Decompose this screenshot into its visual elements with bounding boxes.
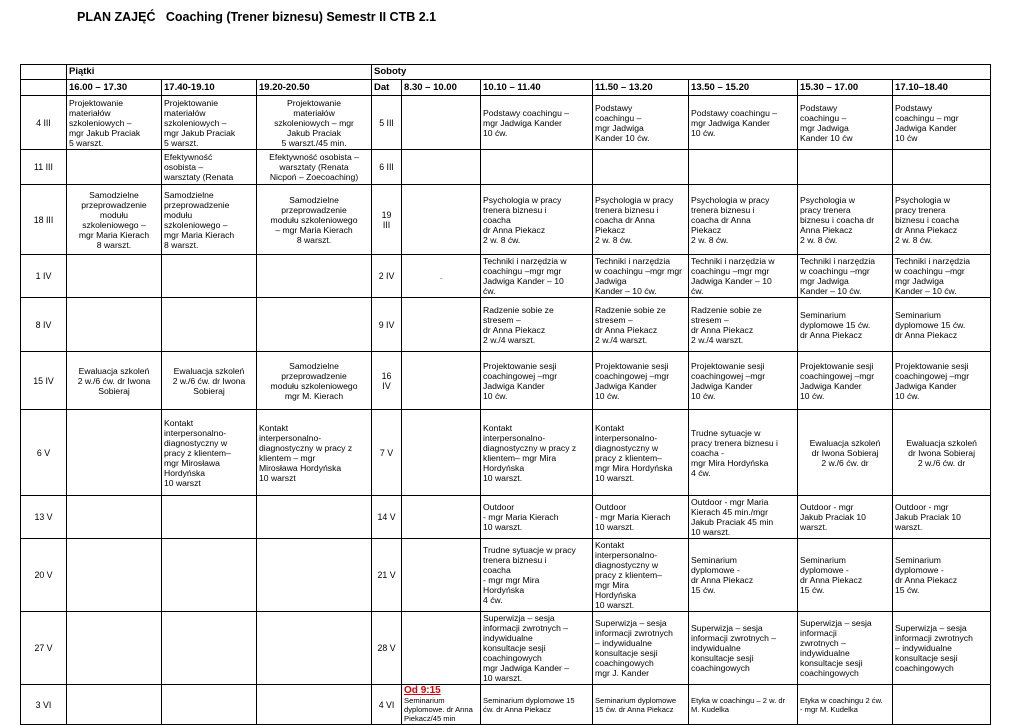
saturday-class-cell: Superwizja – sesja informacji zwrotnych – indywidualne konsultacje sesji coachingowych (798, 612, 893, 685)
saturday-class-cell (893, 685, 991, 725)
friday-class-cell (257, 612, 372, 685)
saturday-class-cell: Outdoor - mgr Jakub Praciak 10 warszt. (798, 496, 893, 539)
friday-date-cell: 13 V (21, 496, 67, 539)
friday-class-cell (67, 539, 162, 612)
friday-class-cell: Samodzielne przeprowadzenie modułu szkoleniowego – mgr Maria Kierach 8 warszt. (257, 185, 372, 255)
saturday-class-cell: Superwizja – sesja informacji zwrotnych – indywidualne konsultacje sesji coachingowych (893, 612, 991, 685)
saturday-class-cell: Podstawy coachingu – mgr Jadwiga Kander 10 ćw. (593, 96, 689, 150)
friday-date-cell: 8 IV (21, 298, 67, 352)
saturday-section-label: Soboty (372, 65, 991, 80)
saturday-class-cell: Podstawy coachingu – mgr Jadwiga Kander 10 ćw (893, 96, 991, 150)
friday-class-cell (257, 298, 372, 352)
saturday-date-cell: 16 IV (372, 352, 402, 410)
saturday-class-cell (402, 150, 481, 185)
friday-class-cell: Kontakt interpersonalno- diagnostyczny w pracy z klientem– mgr Mirosława Hordyńska 10 warszt (162, 410, 257, 496)
friday-class-cell: Projektowanie materiałów szkoleniowych – mgr Jakub Praciak 5 warszt. (67, 96, 162, 150)
saturday-class-cell (402, 410, 481, 496)
saturday-class-cell: Radzenie sobie ze stresem – dr Anna Piekacz 2 w./4 warszt. (481, 298, 593, 352)
saturday-class-cell: Projektowanie sesji coachingowej –mgr Jadwiga Kander 10 ćw. (893, 352, 991, 410)
saturday-class-cell (402, 185, 481, 255)
saturday-class-cell: Psychologia w pracy trenera biznesu i coacha dr Anna Piekacz 2 w. 8 ćw. (481, 185, 593, 255)
saturday-class-cell: Seminarium dyplomowe 15 ćw. dr Anna Piekacz (593, 685, 689, 725)
saturday-class-cell: Etyka w coachingu 2 ćw. - mgr M. Kudelka (798, 685, 893, 725)
friday-class-cell (257, 539, 372, 612)
saturday-class-cell: . (402, 255, 481, 298)
friday-class-cell: Projektowanie materiałów szkoleniowych – mgr Jakub Praciak 5 warszt. (162, 96, 257, 150)
saturday-class-cell: Projektowanie sesji coachingowej –mgr Jadwiga Kander 10 ćw. (593, 352, 689, 410)
schedule-row (21, 255, 991, 298)
saturday-class-cell: Kontakt interpersonalno- diagnostyczny w pracy z klientem– mgr Mira Hordyńska 10 warszt. (593, 410, 689, 496)
saturday-class-cell: Outdoor - mgr Maria Kierach 10 warszt. (481, 496, 593, 539)
saturday-class-cell (402, 352, 481, 410)
schedule-row (21, 685, 991, 725)
saturday-date-cell: 28 V (372, 612, 402, 685)
saturday-class-cell: Radzenie sobie ze stresem – dr Anna Piekacz 2 w./4 warszt. (689, 298, 798, 352)
saturday-class-cell: Seminarium dyplomowe 15 ćw. dr Anna Piekacz (893, 298, 991, 352)
saturday-class-cell: Techniki i narzędzia w coachingu –mgr mgr Jadwiga Kander – 10 ćw. (798, 255, 893, 298)
saturday-class-cell (893, 150, 991, 185)
friday-class-cell (67, 612, 162, 685)
friday-class-cell (257, 496, 372, 539)
friday-date-cell: 11 III (21, 150, 67, 185)
saturday-class-cell: Podstawy coachingu – mgr Jadwiga Kander 10 ćw. (481, 96, 593, 150)
saturday-class-cell: Techniki i narzędzia w coachingu –mgr mgr Jadwiga Kander – 10 ćw. (893, 255, 991, 298)
schedule-table (20, 64, 991, 725)
friday-date-cell: 6 V (21, 410, 67, 496)
saturday-class-cell (402, 96, 481, 150)
saturday-class-cell (402, 298, 481, 352)
saturday-class-cell: Etyka w coachingu – 2 w. dr M. Kudelka (689, 685, 798, 725)
saturday-class-cell (402, 612, 481, 685)
saturday-class-cell: Psychologia w pracy trenera biznesu i coacha dr Anna Piekacz 2 w. 8 ćw. (593, 185, 689, 255)
schedule-row (21, 352, 991, 410)
saturday-date-cell: 14 V (372, 496, 402, 539)
saturday-class-cell (402, 685, 481, 725)
saturday-date-cell: 19 III (372, 185, 402, 255)
schedule-row (21, 185, 991, 255)
friday-class-cell: Projektowanie materiałów szkoleniowych – mgr Jakub Praciak 5 warszt./45 min. (257, 96, 372, 150)
saturday-date-cell: 21 V (372, 539, 402, 612)
page-title: PLAN ZAJĘĆ Coaching (Trener biznesu) Semestr II CTB 2.1 (77, 10, 437, 24)
schedule-row (21, 150, 991, 185)
saturday-class-cell: Psychologia w pracy trenera biznesu i coacha dr Anna Piekacz 2 w. 8 ćw. (893, 185, 991, 255)
saturday-class-cell: Psychologia w pracy trenera biznesu i coacha dr Anna Piekacz 2 w. 8 ćw. (798, 185, 893, 255)
saturday-class-cell: Podstawy coachingu – mgr Jadwiga Kander 10 ćw (798, 96, 893, 150)
saturday-class-cell: Seminarium dyplomowe 15 ćw. dr Anna Piekacz (798, 298, 893, 352)
friday-class-cell: Kontakt interpersonalno- diagnostyczny w pracy z klientem – mgr Mirosława Hordyńska 10 warszt (257, 410, 372, 496)
schedule-row (21, 96, 991, 150)
saturday-class-cell: Techniki i narzędzia w coachingu –mgr mgr Jadwiga Kander – 10 ćw. (593, 255, 689, 298)
corner-cell (21, 65, 67, 80)
schedule-row (21, 612, 991, 685)
schedule-row (21, 496, 991, 539)
start-time-note: Od 9:15 (404, 685, 441, 696)
saturday-date-cell: 6 III (372, 150, 402, 185)
saturday-class-cell: Superwizja – sesja informacji zwrotnych – indywidualne konsultacje sesji coachingowych mgr J. Kander (593, 612, 689, 685)
saturday-class-cell: Projektowanie sesji coachingowej –mgr Jadwiga Kander 10 ćw. (798, 352, 893, 410)
saturday-class-cell: Trudne sytuacje w pracy trenera biznesu i coacha - mgr mgr Mira Hordyńska 4 ćw. (481, 539, 593, 612)
saturday-class-cell: Kontakt interpersonalno- diagnostyczny w pracy z klientem– mgr Mira Hordyńska 10 warszt. (481, 410, 593, 496)
saturday-class-cell (689, 150, 798, 185)
friday-class-cell: Samodzielne przeprowadzenie modułu szkoleniowego mgr M. Kierach (257, 352, 372, 410)
friday-class-cell (67, 410, 162, 496)
friday-class-cell (67, 685, 162, 725)
saturday-class-cell: Outdoor - mgr Maria Kierach 45 min./mgr Jakub Praciak 45 min 10 warszt. (689, 496, 798, 539)
saturday-class-cell: Projektowanie sesji coachingowej –mgr Jadwiga Kander 10 ćw. (481, 352, 593, 410)
friday-time-header: 19.20-20.50 (257, 80, 372, 96)
friday-class-cell (67, 298, 162, 352)
saturday-time-header: 15.30 – 17.00 (798, 80, 893, 96)
saturday-class-cell: Projektowanie sesji coachingowej –mgr Jadwiga Kander 10 ćw. (689, 352, 798, 410)
friday-class-cell (67, 150, 162, 185)
saturday-class-cell: Ewaluacja szkoleń dr Iwona Sobieraj 2 w./6 ćw. dr (893, 410, 991, 496)
schedule-row (21, 298, 991, 352)
friday-class-cell: Ewaluacja szkoleń 2 w./6 ćw. dr Iwona Sobieraj (162, 352, 257, 410)
friday-class-cell (162, 612, 257, 685)
friday-time-header: 16.00 – 17.30 (67, 80, 162, 96)
friday-class-cell: Efektywność osobista – warsztaty (Renata Nicpoń – Zoecoaching) (257, 150, 372, 185)
saturday-class-cell: Psychologia w pracy trenera biznesu i coacha dr Anna Piekacz 2 w. 8 ćw. (689, 185, 798, 255)
saturday-class-cell (402, 539, 481, 612)
friday-date-cell: 3 VI (21, 685, 67, 725)
saturday-class-cell: Superwizja – sesja informacji zwrotnych – indywidualne konsultacje sesji coachingowych (689, 612, 798, 685)
class-note: Seminarium dyplomowe. dr Anna Piekacz/45 min (404, 696, 473, 723)
saturday-class-cell (593, 150, 689, 185)
friday-class-cell: Ewaluacja szkoleń 2 w./6 ćw. dr Iwona Sobieraj (67, 352, 162, 410)
friday-date-cell: 15 IV (21, 352, 67, 410)
friday-class-cell (162, 496, 257, 539)
saturday-class-cell: Seminarium dyplomowe - dr Anna Piekacz 15 ćw. (689, 539, 798, 612)
saturday-class-cell: Ewaluacja szkoleń dr Iwona Sobieraj 2 w./6 ćw. dr (798, 410, 893, 496)
friday-class-cell (162, 685, 257, 725)
saturday-time-header: 10.10 – 11.40 (481, 80, 593, 96)
saturday-class-cell (402, 496, 481, 539)
friday-date-cell: 4 III (21, 96, 67, 150)
friday-section-label: Piątki (67, 65, 372, 80)
friday-class-cell (162, 539, 257, 612)
saturday-date-cell: 7 V (372, 410, 402, 496)
saturday-class-cell (481, 150, 593, 185)
saturday-class-cell: Techniki i narzędzia w coachingu –mgr mgr Jadwiga Kander – 10 ćw. (689, 255, 798, 298)
time-header-row (21, 80, 991, 96)
saturday-date-cell: 9 IV (372, 298, 402, 352)
saturday-time-header: 11.50 – 13.20 (593, 80, 689, 96)
saturday-date-cell: 2 IV (372, 255, 402, 298)
schedule-row (21, 410, 991, 496)
saturday-class-cell: Seminarium dyplomowe 15 ćw. dr Anna Piekacz (481, 685, 593, 725)
saturday-date-header: Dat (372, 80, 402, 96)
saturday-class-cell: Kontakt interpersonalno- diagnostyczny w pracy z klientem– mgr Mira Hordyńska 10 warszt. (593, 539, 689, 612)
saturday-class-cell: Seminarium dyplomowe - dr Anna Piekacz 15 ćw. (893, 539, 991, 612)
saturday-class-cell: Outdoor - mgr Maria Kierach 10 warszt. (593, 496, 689, 539)
friday-class-cell: Samodzielne przeprowadzenie modułu szkoleniowego – mgr Maria Kierach 8 warszt. (162, 185, 257, 255)
saturday-class-cell: Podstawy coachingu – mgr Jadwiga Kander 10 ćw. (689, 96, 798, 150)
saturday-date-cell: 5 III (372, 96, 402, 150)
saturday-class-cell: Techniki i narzędzia w coachingu –mgr mgr Jadwiga Kander – 10 ćw. (481, 255, 593, 298)
friday-class-cell (67, 255, 162, 298)
saturday-class-cell: Trudne sytuacje w pracy trenera biznesu i coacha - mgr Mira Hordyńska 4 ćw. (689, 410, 798, 496)
friday-date-cell: 1 IV (21, 255, 67, 298)
friday-class-cell (162, 255, 257, 298)
date-header-empty (21, 80, 67, 96)
saturday-class-cell (798, 150, 893, 185)
saturday-class-cell: Superwizja – sesja informacji zwrotnych – indywidualne konsultacje sesji coachingowych mgr Jadwiga Kander – 10 warszt. (481, 612, 593, 685)
friday-date-cell: 27 V (21, 612, 67, 685)
friday-class-cell: Samodzielne przeprowadzenie modułu szkoleniowego – mgr Maria Kierach 8 warszt. (67, 185, 162, 255)
saturday-class-cell: Outdoor - mgr Jakub Praciak 10 warszt. (893, 496, 991, 539)
saturday-class-cell: Radzenie sobie ze stresem – dr Anna Piekacz 2 w./4 warszt. (593, 298, 689, 352)
friday-date-cell: 20 V (21, 539, 67, 612)
saturday-time-header: 8.30 – 10.00 (402, 80, 481, 96)
section-header-row (21, 65, 991, 80)
friday-date-cell: 18 III (21, 185, 67, 255)
saturday-date-cell: 4 VI (372, 685, 402, 725)
friday-time-header: 17.40-19.10 (162, 80, 257, 96)
saturday-time-header: 13.50 – 15.20 (689, 80, 798, 96)
friday-class-cell (67, 496, 162, 539)
friday-class-cell (257, 255, 372, 298)
friday-class-cell (257, 685, 372, 725)
saturday-class-cell: Seminarium dyplomowe - dr Anna Piekacz 15 ćw. (798, 539, 893, 612)
schedule-row (21, 539, 991, 612)
saturday-time-header: 17.10–18.40 (893, 80, 991, 96)
friday-class-cell (162, 298, 257, 352)
friday-class-cell: Efektywność osobista – warsztaty (Renata (162, 150, 257, 185)
